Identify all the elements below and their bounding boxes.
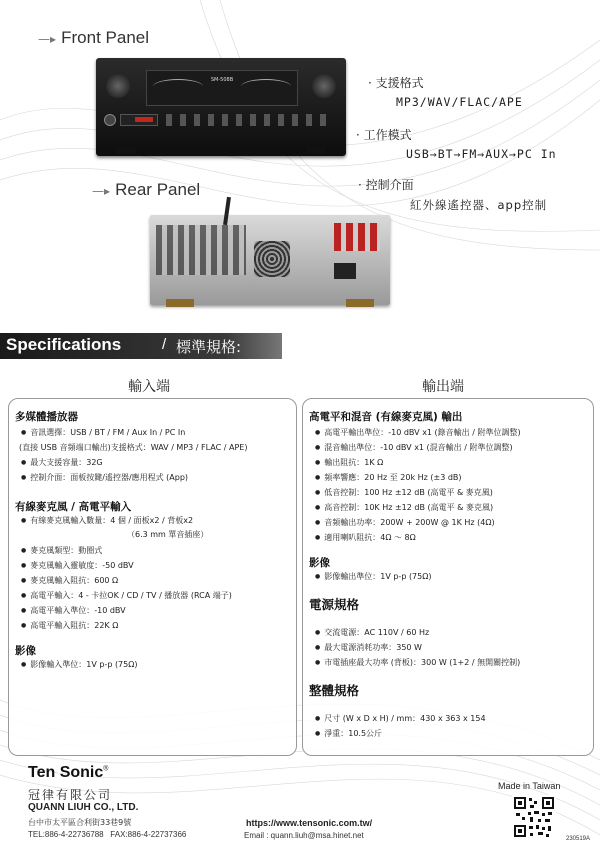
section-heading: 電源規格 — [309, 597, 360, 612]
section-heading: 高電平和混音 (有線麥克風) 輸出 — [309, 411, 463, 423]
registered-mark: ® — [103, 765, 109, 773]
feature-control: · 控制介面 紅外線遙控器、app控制 — [358, 178, 548, 212]
control-knobs-row — [166, 114, 326, 126]
banner-sep: / — [162, 336, 167, 353]
specifications-banner — [0, 333, 282, 359]
usb-display — [120, 114, 158, 126]
arrow-right-icon: —▸ — [38, 32, 57, 46]
section-heading: 有線麥克風 / 高電平輸入 — [15, 501, 132, 513]
spec-item: ● 麥克風輸入靈敏度：-50 dBV — [21, 560, 134, 571]
spec-item: ● 影像輸入準位：1V p-p (75Ω) — [21, 659, 137, 670]
email-link[interactable]: Email : quann.liuh@msa.hinet.net — [244, 831, 364, 840]
spec-item: ● 最大電源消耗功率：350 W — [315, 642, 422, 653]
feature-title: 工作模式 — [363, 128, 412, 142]
feature-value: 紅外線遙控器、app控制 — [410, 198, 548, 212]
knob-icon — [106, 74, 130, 98]
arrow-right-icon: —▸ — [92, 184, 111, 198]
foot — [306, 146, 326, 154]
spec-item: ● 有線麥克風輸入數量：4 個 / 面板x2 / 背板x2 — [21, 515, 193, 526]
rear-amplifier-image — [150, 215, 390, 305]
brand-name: Ten Sonic — [28, 764, 104, 781]
output-column-title: 輸出端 — [422, 379, 464, 395]
spec-item: ● 高電平輸入準位：-10 dBV — [21, 605, 126, 616]
spec-item: ● 尺寸 (W x D x H) / mm：430 x 363 x 154 — [315, 713, 486, 724]
spec-item: ● 麥克風輸入阻抗：600 Ω — [21, 575, 118, 586]
model-label: SM-508B — [210, 77, 234, 83]
company-name-en: QUANN LIUH CO., LTD. — [28, 802, 139, 813]
section-heading: 影像 — [15, 645, 36, 657]
mic-jack-icon — [104, 114, 116, 126]
led-readout — [135, 117, 153, 122]
section-heading: 多媒體播放器 — [15, 411, 78, 423]
spec-item: ● 低音控制：100 Hz ±12 dB (高電平 & 麥克風) — [315, 487, 493, 498]
banner-zh: 標準規格: — [176, 338, 242, 356]
spec-item: ● 高電平輸入：4 - 卡拉OK / CD / TV / 播放器 (RCA 端子) — [21, 590, 232, 601]
spec-item: (直接 USB 音頻端口輸出)支援格式：WAV / MP3 / FLAC / APE) — [19, 443, 248, 452]
vu-meter-icon — [153, 79, 203, 94]
spec-item: ● 影像輸出準位：1V p-p (75Ω) — [315, 571, 431, 582]
front-panel-label: Front Panel — [61, 28, 150, 47]
feature-title: 支援格式 — [375, 76, 424, 90]
spec-item: ● 市電插座最大功率 (背板)：300 W (1+2 / 無開關控制) — [315, 657, 520, 668]
feature-mode: · 工作模式 USB→BT→FM→AUX→PC In — [356, 128, 557, 161]
feature-value: USB→BT→FM→AUX→PC In — [406, 147, 557, 161]
input-spec-box — [8, 398, 297, 756]
company-address: 台中市太平區合利街33巷9號 — [28, 818, 132, 827]
foot — [346, 299, 374, 307]
website-link[interactable]: https://www.tensonic.com.tw/ — [246, 818, 373, 828]
company-phone: TEL:886-4-22736788 FAX:886-4-22737366 — [28, 830, 187, 839]
input-column-title: 輸入端 — [128, 379, 170, 395]
section-heading: 影像 — [309, 557, 330, 569]
output-spec-box — [302, 398, 594, 756]
spec-item: ● 淨重：10.5公斤 — [315, 728, 382, 739]
spec-item: （6.3 mm 單音插座） — [127, 530, 209, 539]
spec-item: ● 麥克風類型：動圈式 — [21, 545, 102, 556]
foot — [166, 299, 194, 307]
foot — [116, 146, 136, 154]
qr-code-icon — [512, 795, 556, 839]
rear-panel-label: Rear Panel — [115, 180, 201, 199]
vu-meter-icon — [241, 79, 291, 94]
feature-format: · 支援格式 MP3/WAV/FLAC/APE — [368, 76, 523, 109]
section-heading: 整體規格 — [309, 683, 360, 698]
spec-item: ● 高電平輸出準位：-10 dBV x1 (錄音輸出 / 附準位調整) — [315, 427, 521, 438]
feature-title: 控制介面 — [365, 178, 414, 192]
spec-item: ● 混音輸出準位：-10 dBV x1 (混音輸出 / 附準位調整) — [315, 442, 513, 453]
spec-item: ● 控制介面：面板按鍵/遙控器/應用程式 (App) — [21, 472, 188, 483]
front-panel-heading — [38, 28, 149, 48]
brand-logo — [28, 764, 108, 782]
spec-item: ● 高音控制：10K Hz ±12 dB (高電平 & 麥克風) — [315, 502, 493, 513]
rca-jacks — [156, 225, 246, 275]
feature-value: MP3/WAV/FLAC/APE — [396, 95, 523, 109]
display-window — [146, 70, 298, 106]
spec-item: ● 音訊選擇：USB / BT / FM / Aux In / PC In — [21, 427, 185, 438]
rear-panel-heading — [92, 180, 200, 200]
spec-item: ● 音頻輸出功率：200W + 200W @ 1K Hz (4Ω) — [315, 517, 495, 528]
spec-item: ● 輸出阻抗：1K Ω — [315, 457, 383, 468]
spec-item: ● 適用喇叭阻抗：4Ω ～ 8Ω — [315, 532, 416, 543]
fan-icon — [254, 241, 290, 277]
spec-item: ● 交流電源：AC 110V / 60 Hz — [315, 627, 429, 638]
made-in-label: Made in Taiwan — [498, 781, 561, 791]
spec-item: ● 最大支援容量：32G — [21, 457, 103, 468]
spec-item: ● 高電平輸入阻抗：22K Ω — [21, 620, 118, 631]
power-outlet-icon — [334, 263, 356, 279]
company-name-zh: 冠律有限公司 — [28, 788, 113, 802]
banner-en: Specifications — [6, 335, 122, 354]
spec-item: ● 頻率響應：20 Hz 至 20k Hz (±3 dB) — [315, 472, 462, 483]
document-code: 230519A — [566, 836, 591, 842]
speaker-terminals — [334, 223, 380, 251]
front-amplifier-image — [96, 58, 346, 156]
knob-icon — [312, 74, 336, 98]
